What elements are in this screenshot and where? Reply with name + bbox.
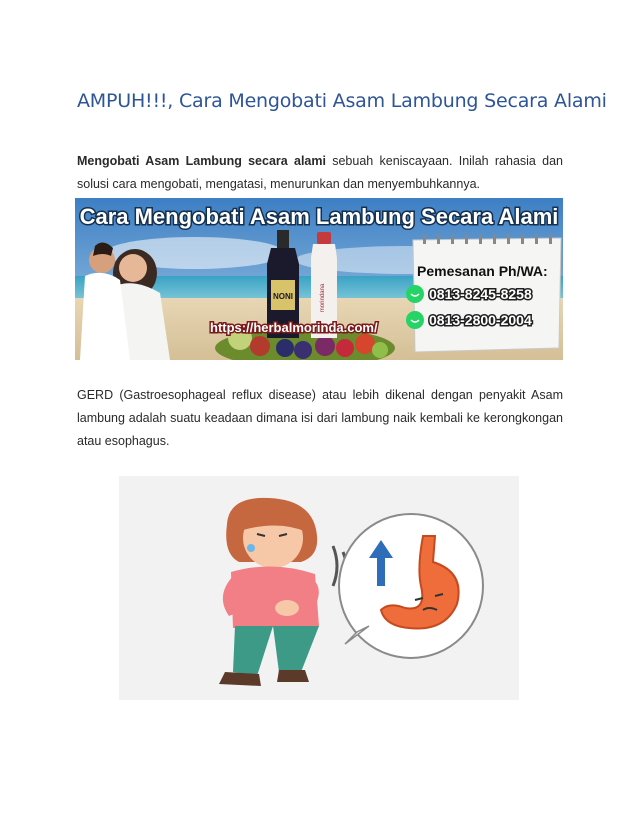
gerd-illustration-graphic <box>119 476 519 700</box>
banner-headline: Cara Mengobati Asam Lambung Secara Alami <box>79 204 559 229</box>
phone-number-1: 0813-8245-8258 <box>429 286 532 302</box>
stomach-bubble <box>339 514 483 658</box>
order-note-card <box>406 234 561 352</box>
promo-banner-graphic <box>75 198 563 360</box>
whatsapp-icon <box>406 285 424 303</box>
intro-paragraph <box>77 150 563 196</box>
order-label: Pemesanan Ph/WA: <box>417 263 548 279</box>
intro-text: sebuah keniscayaan. Inilah rahasia dan solusi cara mengobati, mengatasi, menurunkan dan menyembuhkannya. <box>77 154 563 191</box>
promo-banner-image <box>75 198 563 360</box>
gerd-illustration <box>119 476 519 700</box>
website-url: https://herbalmorinda.com/ <box>210 320 378 335</box>
bottle-label: NONI <box>273 292 293 301</box>
intro-bold-text: Mengobati Asam Lambung secara alami <box>77 154 326 168</box>
bottle2-label: morindana <box>320 283 326 313</box>
gerd-paragraph: GERD (Gastroesophageal reflux disease) atau lebih dikenal dengan penyakit Asam lambung adalah suatu keadaan dimana isi dari lambung naik kembali ke kerongkongan atau esophagus. <box>77 388 563 448</box>
article-title: AMPUH!!!, Cara Mengobati Asam Lambung Secara Alami <box>77 90 607 112</box>
whatsapp-icon <box>406 311 424 329</box>
phone-number-2: 0813-2800-2004 <box>429 312 532 328</box>
